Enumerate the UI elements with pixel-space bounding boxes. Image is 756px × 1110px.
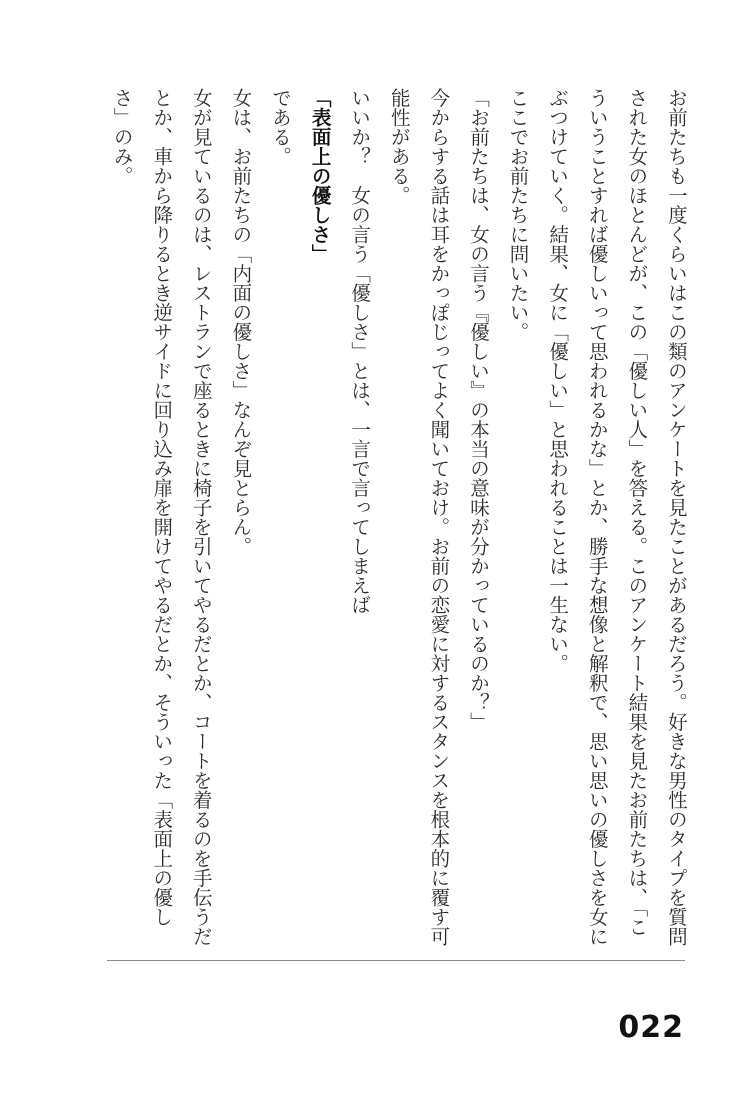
paragraph: 「お前たちは、女の言う『優しい』の本当の意味が分かっているのか？」 [466,88,490,732]
vertical-body-text [102,88,692,948]
page-number: 022 [618,1010,684,1045]
emphasized-line: 「表面上の優しさ」 [308,88,332,264]
body-text-area [102,88,692,948]
paragraph: お前たちも一度くらいはこの類のアンケートを見たことがあるだろう。好きな男性のタイプを質問された女のほとんどが、この「優しい人」を答える。このアンケート結果を見たお前たちは、「こういうことすれば優しいって思われるかな」とか、勝手な想像と解釈で、思い思いの優しさを女にぶつけていく。結果、女に「優しい」と思われることは一生ない。 [546,88,688,946]
footer-divider [107,960,685,961]
paragraph: ここでお前たちに問いたい。 [506,88,530,342]
paragraph: いいか？ 女の言う「優しさ」とは、一言で言ってしまえば [348,88,372,615]
paragraph: 女は、お前たちの「内面の優しさ」なんぞ見とらん。 [229,88,253,556]
paragraph: 今からする話は耳をかっぽじってよく聞いておけ。お前の恋愛に対するスタンスを根本的に覆す可能性がある。 [387,88,451,946]
paragraph: である。 [268,88,292,166]
paragraph: 女が見ているのは、レストランで座るときに椅子を引いてやるだとか、コートを着るのを手伝うだとか、車から降りるとき逆サイドに回り込み扉を開けてやるだとか、そういった「表面上の優しさ」のみ。 [110,88,213,946]
